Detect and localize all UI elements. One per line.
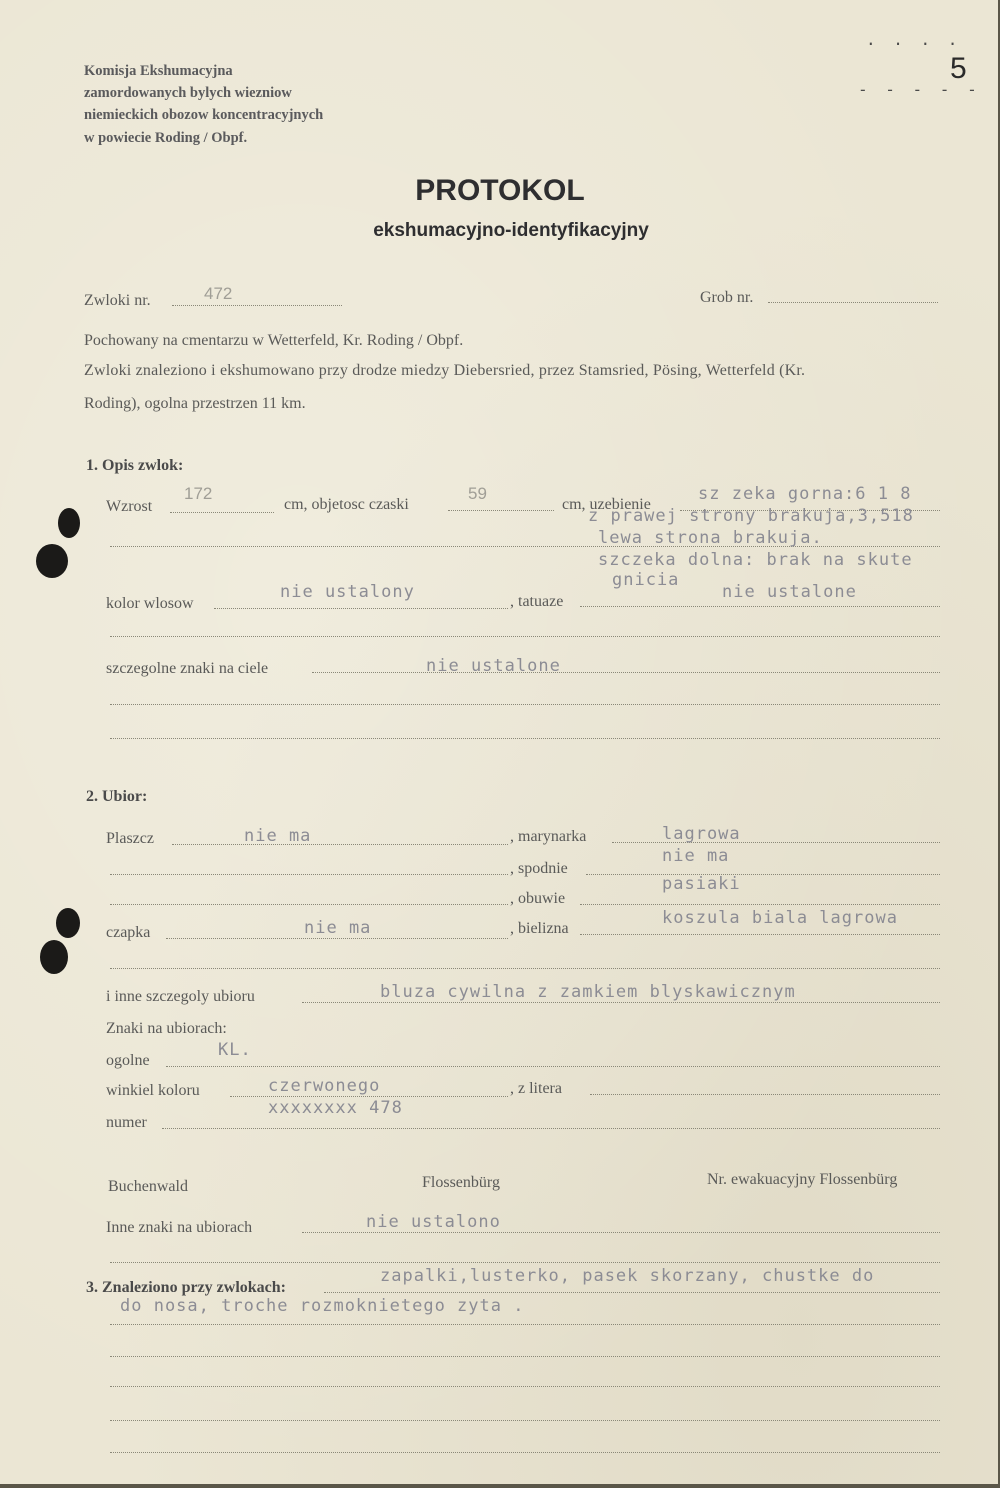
organization-line: zamordowanych bylych wiezniow (84, 85, 292, 101)
bielizna-value: koszula biala lagrowa (662, 908, 898, 928)
plaszcz-label: Plaszcz (106, 830, 154, 847)
dotted-line (110, 1452, 940, 1453)
dotted-line (580, 904, 940, 905)
uzebienie-value-line: z prawej strony brakuja,3,518 (588, 506, 914, 526)
cm-uzebienie-label: cm, uzebienie (562, 496, 651, 513)
spodnie-value: nie ma (662, 846, 730, 866)
section-3-heading: 3. Znaleziono przy zwlokach: (86, 1279, 286, 1296)
dotted-line (166, 938, 508, 939)
numer-label: numer (106, 1114, 147, 1131)
dotted-line (110, 1420, 940, 1421)
punch-hole (40, 940, 68, 974)
dotted-line (170, 512, 274, 513)
dotted-line (110, 904, 508, 905)
dotted-line (768, 302, 938, 303)
dotted-line (110, 1262, 940, 1263)
buchenwald-label: Buchenwald (108, 1178, 188, 1195)
marynarka-label: , marynarka (510, 828, 587, 845)
marynarka-value: lagrowa (662, 824, 741, 844)
znaki-na-ciele-label: szczegolne znaki na ciele (106, 660, 269, 677)
dotted-line (580, 606, 940, 607)
dotted-line (172, 844, 508, 845)
zwloki-label: Zwloki nr. (84, 292, 151, 309)
czapka-label: czapka (106, 924, 151, 941)
dotted-line (110, 738, 940, 739)
organization-line: niemieckich obozow koncentracyjnych (84, 107, 324, 123)
found-items-line2: do nosa, troche rozmoknietego zyta . (120, 1296, 525, 1316)
tatuaze-label: , tatuaze (510, 593, 564, 610)
kolor-wlosow-label: kolor wlosow (106, 595, 194, 612)
dotted-line (110, 704, 940, 705)
dotted-line (166, 1066, 940, 1067)
cm-objetosc-label: cm, objetosc czaski (284, 496, 409, 513)
dotted-line (110, 636, 940, 637)
punch-hole (36, 544, 68, 578)
dotted-line (302, 1002, 940, 1003)
ogolne-value: KL. (218, 1040, 252, 1060)
obuwie-value: pasiaki (662, 874, 741, 894)
document-subtitle: ekshumacyjno-identyfikacyjny (373, 220, 649, 241)
uzebienie-value-line: sz zeka gorna:6 1 8 (698, 484, 912, 504)
dotted-line (110, 968, 940, 969)
punch-hole (58, 508, 80, 538)
dotted-line (110, 1356, 940, 1357)
tatuaze-value: nie ustalone (722, 582, 857, 602)
flossenburg-label: Flossenbürg (422, 1174, 500, 1191)
znaki-na-ubiorach-label: Znaki na ubiorach: (106, 1020, 227, 1037)
found-items-line1: zapalki,lusterko, pasek skorzany, chustke do (380, 1266, 875, 1286)
dotted-line (580, 934, 940, 935)
bielizna-label: , bielizna (510, 920, 569, 937)
dotted-line (214, 608, 508, 609)
dotted-line (172, 305, 342, 306)
zwloki-value: 472 (204, 284, 233, 303)
buried-text: Pochowany na cmentarzu w Wetterfeld, Kr. Roding / Obpf. (84, 332, 464, 349)
dotted-line (312, 672, 940, 673)
document-title: PROTOKOL (415, 174, 585, 207)
dotted-line (302, 1232, 940, 1233)
spodnie-label: , spodnie (510, 860, 568, 877)
dotted-line (448, 510, 554, 511)
winkiel-value: czerwonego (268, 1076, 381, 1096)
dotted-line (162, 1128, 940, 1129)
inne-szczegoly-value: bluza cywilna z zamkiem blyskawicznym (380, 982, 796, 1002)
obuwie-label: , obuwie (510, 890, 566, 907)
uzebienie-value-line: gnicia (612, 570, 680, 590)
section-2-heading: 2. Ubior: (86, 788, 148, 805)
uzebienie-value-line: lewa strona brakuja. (598, 528, 823, 548)
dotted-line (110, 874, 508, 875)
organization-line: w powiecie Roding / Obpf. (84, 130, 248, 146)
dotted-line (590, 1094, 940, 1095)
inne-znaki-value: nie ustalono (366, 1212, 501, 1232)
wzrost-label: Wzrost (106, 498, 153, 515)
dotted-line (230, 1096, 508, 1097)
wzrost-value: 172 (184, 484, 213, 503)
dotted-line (110, 1386, 940, 1387)
czapka-value: nie ma (304, 918, 372, 938)
inne-znaki-label: Inne znaki na ubiorach (106, 1219, 253, 1236)
dotted-line (324, 1292, 940, 1293)
corner-dots: . . . . (866, 30, 962, 49)
czaski-value: 59 (468, 484, 487, 503)
organization-line: Komisja Ekshumacyjna (84, 63, 233, 79)
grob-label: Grob nr. (700, 289, 754, 306)
kolor-wlosow-value: nie ustalony (280, 582, 415, 602)
ewakuacyjny-label: Nr. ewakuacyjny Flossenbürg (707, 1171, 898, 1188)
found-text-line2: Roding), ogolna przestrzen 11 km. (84, 395, 306, 412)
z-litera-label: , z litera (510, 1080, 562, 1097)
ogolne-label: ogolne (106, 1052, 150, 1069)
plaszcz-value: nie ma (244, 826, 312, 846)
winkiel-label: winkiel koloru (106, 1082, 200, 1099)
section-1-heading: 1. Opis zwlok: (86, 457, 184, 474)
znaki-na-ciele-value: nie ustalone (426, 656, 561, 676)
inne-szczegoly-label: i inne szczegoly ubioru (106, 988, 255, 1005)
dotted-line (586, 874, 940, 875)
page-number: 5 (950, 52, 967, 85)
punch-hole (56, 908, 80, 938)
numer-value: xxxxxxxx 478 (268, 1098, 403, 1118)
dotted-line (110, 1324, 940, 1325)
uzebienie-value-line: szczeka dolna: brak na skute (598, 550, 913, 570)
corner-dashes: - - - - - (858, 80, 981, 99)
found-text-line1: Zwloki znaleziono i ekshumowano przy drodze miedzy Diebersried, przez Stamsried, Pösing, Wetterfeld (Kr. (84, 362, 806, 379)
